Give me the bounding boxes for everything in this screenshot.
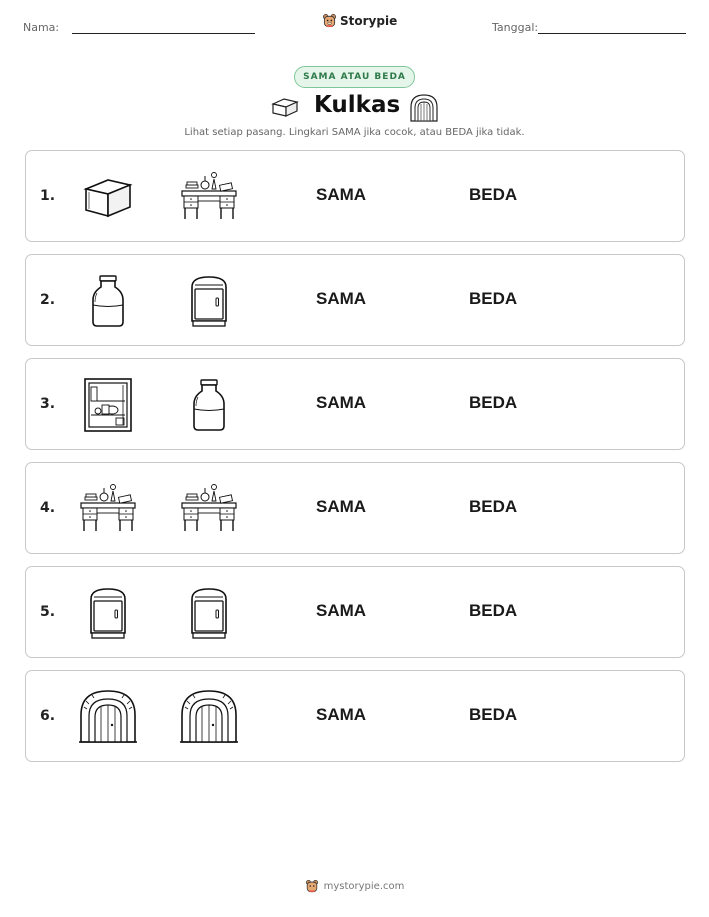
butter-block-icon [78, 167, 138, 227]
pair-row-2 [25, 254, 685, 346]
activity-badge: SAMA ATAU BEDA [294, 66, 415, 88]
mini-fridge-icon [78, 583, 138, 643]
page-title: Kulkas [314, 92, 401, 118]
same-option[interactable]: SAMA [316, 601, 367, 620]
name-label: Nama: [23, 21, 60, 34]
bear-logo-icon [322, 13, 337, 28]
footer-url[interactable]: mystorypie.com [323, 880, 405, 892]
bear-logo-icon [305, 879, 319, 893]
date-label: Tanggal: [492, 21, 539, 34]
desk-icon [179, 167, 239, 227]
row-number: 4. [40, 500, 56, 516]
brand-name: Storypie [340, 13, 398, 28]
different-option[interactable]: BEDA [469, 497, 518, 516]
pair-row-3 [25, 358, 685, 450]
different-option[interactable]: BEDA [469, 705, 518, 724]
title-row [0, 92, 709, 124]
butter-icon [270, 95, 300, 123]
same-option[interactable]: SAMA [316, 393, 367, 412]
same-option[interactable]: SAMA [316, 289, 367, 308]
brand [322, 13, 397, 28]
name-field-line[interactable] [72, 33, 255, 34]
desk-icon [179, 479, 239, 539]
mini-fridge-icon [179, 271, 239, 331]
milk-bottle-icon [78, 271, 138, 331]
arched-fridge-icon [78, 687, 138, 747]
different-option[interactable]: BEDA [469, 289, 518, 308]
different-option[interactable]: BEDA [469, 185, 518, 204]
different-option[interactable]: BEDA [469, 601, 518, 620]
row-number: 3. [40, 396, 56, 412]
milk-bottle-icon [179, 375, 239, 435]
pair-row-5 [25, 566, 685, 658]
pair-row-1 [25, 150, 685, 242]
row-number: 2. [40, 292, 56, 308]
desk-icon [78, 479, 138, 539]
pair-row-4 [25, 462, 685, 554]
different-option[interactable]: BEDA [469, 393, 518, 412]
same-option[interactable]: SAMA [316, 185, 367, 204]
mini-fridge-icon [179, 583, 239, 643]
date-field-line[interactable] [538, 33, 686, 34]
same-option[interactable]: SAMA [316, 497, 367, 516]
pair-row-6 [25, 670, 685, 762]
same-option[interactable]: SAMA [316, 705, 367, 724]
row-number: 1. [40, 188, 56, 204]
fridge-arch-icon [408, 93, 440, 127]
arched-fridge-icon [179, 687, 239, 747]
row-number: 5. [40, 604, 56, 620]
footer [0, 879, 709, 893]
worksheet-header [0, 0, 709, 50]
row-number: 6. [40, 708, 56, 724]
open-fridge-icon [78, 375, 138, 435]
instruction-text: Lihat setiap pasang. Lingkari SAMA jika cocok, atau BEDA jika tidak. [184, 127, 525, 138]
